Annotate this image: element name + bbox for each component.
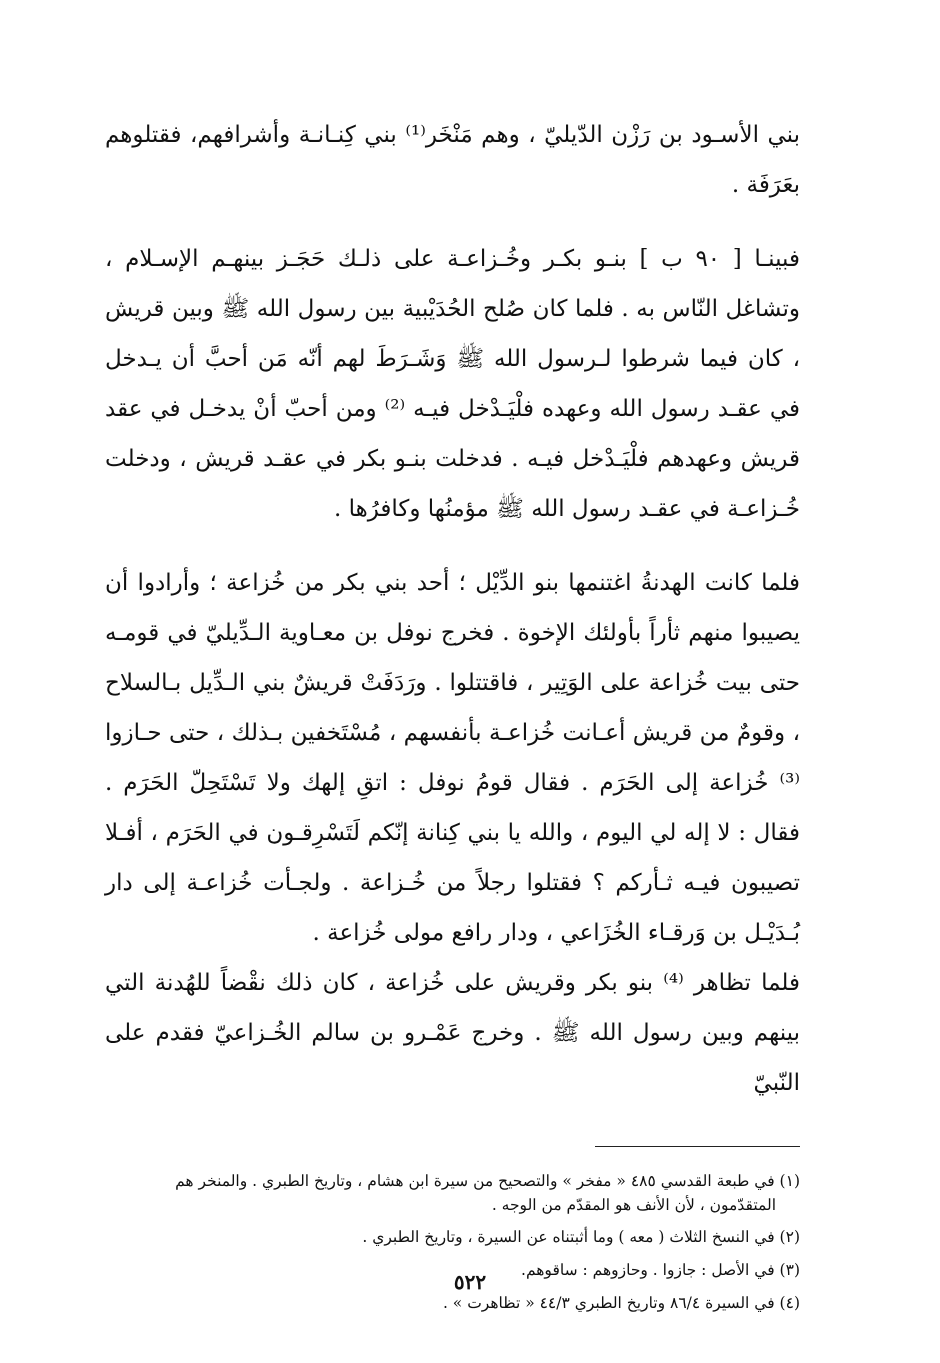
paragraph-4: فلما تظاهر ⁽⁴⁾ بنو بكر وقريش على خُزاعة ، كان ذلك نقْضاً للهُدنة التي بينهم وبين رسول الله ﷺ . وخرج عَمْـرو بن سالم الخُـزاعيّ فقدم على النّبيّ bbox=[105, 970, 801, 1096]
paragraph-1: بني الأسـود بن رَزْن الدّيليّ ، وهم مَنْخَر⁽¹⁾ بني كِنـانـة وأشرافهم، فقتلوهم بعَرَفَة . bbox=[105, 122, 800, 198]
paragraph-3: فلما كانت الهدنةُ اغتنمها بنو الدِّيْل ؛ أحد بني بكر من خُزاعة ؛ وأرادوا أن يصيبوا منهم ثأراً بأولئك الإخوة . فخرج نوفل بن معـاوية الـدِّيليّ في قومـه حتى بيت خُزاعة على الوَتِير ، فاقتتلوا . ورَدَفَتْ قريشٌ بني الـدِّيل بـالسلاح ، وقومٌ من قريش أعـانت خُزاعـة بأنفسهم ، مُسْتَخفين بـذلك ، حتى حـازوا ⁽³⁾ خُزاعة إلى الحَرَم . فقال قومُ نوفل : اتقِ إلهك ولا تَسْتَحِلّ الحَرَم . فقال : لا إله لي اليوم ، والله يا بني كِنانة إنّكم لَتَسْرِقـون في الحَرَم ، أفـلا تصيبون فيـه ثـأركم ؟ فقتلوا رجلاً من خُـزاعة . ولجـأت خُزاعـة إلى دار بُـدَيْـل بن وَرقـاء الخُزَاعي ، ودار رافع مولى خُزاعة . bbox=[105, 570, 800, 946]
footnote-4: (٤) في السيرة ٨٦/٤ وتاريخ الطبري ٤٤/٣ « تظاهرت » . bbox=[442, 1294, 800, 1312]
footnote-1-line-2: المتقدّمون ، لأن الأنف هو المقدّم من الوجه . bbox=[491, 1196, 776, 1214]
footnote-3: (٣) في الأصل : جازوا . وحازوهم : ساقوهم. bbox=[521, 1261, 800, 1279]
footnote-1 bbox=[105, 1169, 800, 1217]
main-text bbox=[105, 110, 800, 1108]
footnote-2: (٢) في النسخ الثلاث ( معه ) وما أثبتناه عن السيرة ، وتاريخ الطبري . bbox=[362, 1228, 800, 1246]
footnote-1-line-1: (١) في طبعة القدسي ٤٨٥ « مفخر » والتصحيح من سيرة ابن هشام ، وتاريخ الطبري . والمنخر هم bbox=[175, 1172, 800, 1190]
footnote-separator bbox=[595, 1146, 800, 1147]
page-number: ٥٢٢ bbox=[453, 1270, 487, 1294]
paragraph-2: فبينـا [ ٩٠ ب ] بنـو بكـر وخُـزاعـة على ذلـك حَجَـز بينهـم الإسـلام ، وتشاغل النّاس به . فلما كان صُلح الحُدَيْبية بين رسول الله ﷺ وبين قريش ، كان فيما شرطوا لـرسول الله ﷺ وَشَـرَطَ لهم أنّه مَن أحبَّ أن يـدخل في عقـد رسول الله وعهده فلْيَـدْخل فيـه ⁽²⁾ ومن أحبّ أنْ يدخـل في عقد قريش وعهدهم فلْيَـدْخل فيـه . فدخلت بنـو بكر في عقـد قريش ، ودخلت خُـزاعـة في عقـد رسول الله ﷺ مؤمنُها وكافرُها . bbox=[105, 246, 801, 522]
